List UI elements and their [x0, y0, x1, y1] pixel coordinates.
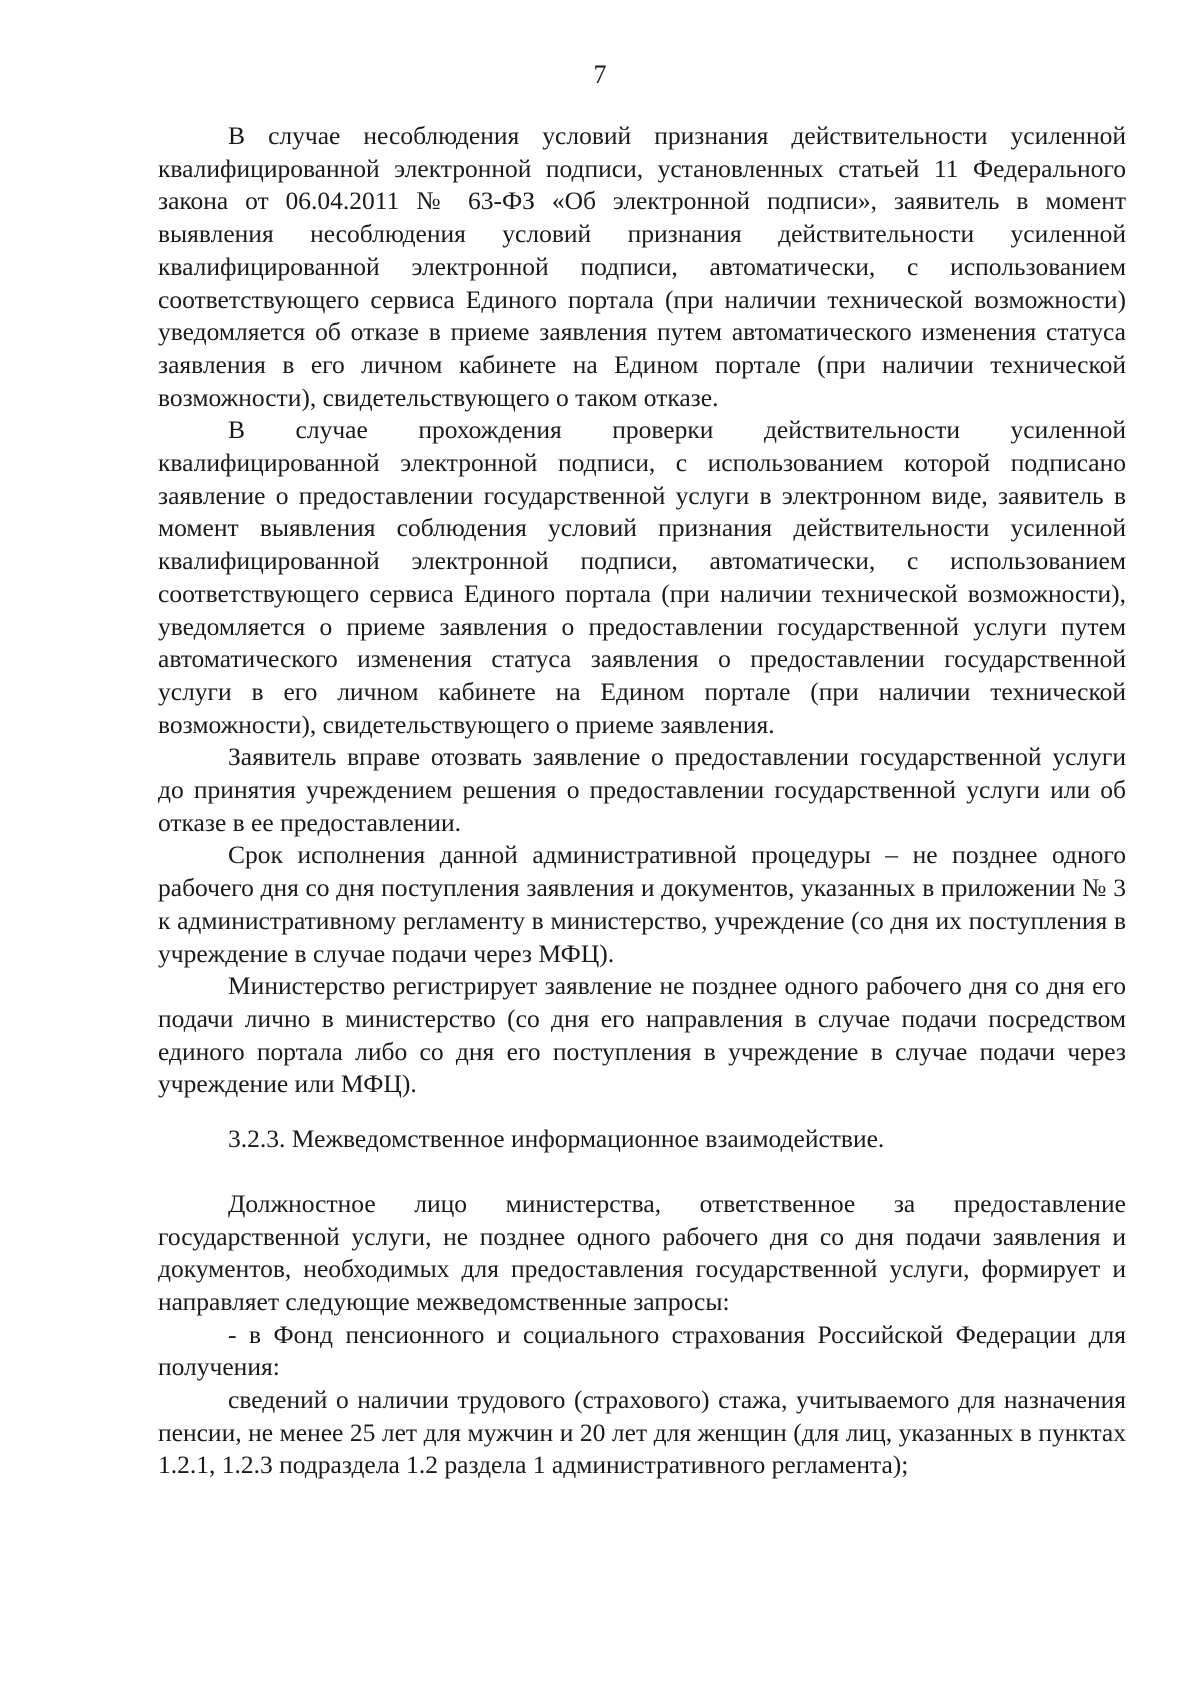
- section-heading: 3.2.3. Межведомственное информационное взаимодействие.: [228, 1124, 885, 1154]
- paragraph-pension-fund: - в Фонд пенсионного и социального страхования Российской Федерации для получения:: [158, 1319, 1126, 1382]
- paragraph-processing-deadline: Срок исполнения данной административной процедуры – не позднее одного рабочего дня со дня поступления заявления и документов, указанных в приложении № 3 к административному регламенту в министерство, учреждение (со дня их поступления в учреждение в случае подачи через МФЦ).: [158, 840, 1126, 968]
- paragraph-official-requests: Должностное лицо министерства, ответственное за предоставление государственной услуги, не позднее одного рабочего дня со дня подачи заявления и документов, необходимых для предоставления государственной услуги, формирует и направляет следующие межведомственные запросы:: [158, 1188, 1126, 1316]
- document-body: [158, 120, 1126, 1482]
- paragraph-signature-valid: В случае прохождения проверки действительности усиленной квалифицированной электронной подписи, с использованием которой подписано заявление о предоставлении государственной услуги в электронном виде, заявитель в момент выявления соблюдения условий признания действительности усиленной квалифицированной электронной подписи, автоматически, с использованием соответствующего сервиса Единого портала (при наличии технической возможности), уведомляется о приеме заявления о предоставлении государственной услуги путем автоматического изменения статуса заявления о предоставлении государственной услуги в его личном кабинете на Едином портале (при наличии технической возможности), свидетельствующего о приеме заявления.: [158, 415, 1126, 739]
- paragraph-registration: Министерство регистрирует заявление не позднее одного рабочего дня со дня его подачи лично в министерство (со дня его направления в случае подачи посредством единого портала либо со дня его поступления в учреждение в случае подачи через учреждение или МФЦ).: [158, 971, 1126, 1099]
- paragraph-withdraw-application: Заявитель вправе отозвать заявление о предоставлении государственной услуги до принятия учреждением решения о предоставлении государственной услуги или об отказе в ее предоставлении.: [158, 742, 1126, 837]
- page-number: 7: [593, 60, 607, 89]
- paragraph-signature-invalid: В случае несоблюдения условий признания действительности усиленной квалифицированной электронной подписи, установленных статьей 11 Федерального закона от 06.04.2011 № 63-ФЗ «Об электронной подписи», заявитель в момент выявления несоблюдения условий признания действительности усиленной квалифицированной электронной подписи, автоматически, с использованием соответствующего сервиса Единого портала (при наличии технической возможности) уведомляется об отказе в приеме заявления путем автоматического изменения статуса заявления в его личном кабинете на Едином портале (при наличии технической возможности), свидетельствующего о таком отказе.: [158, 121, 1126, 412]
- paragraph-work-experience: сведений о наличии трудового (страхового) стажа, учитываемого для назначения пенсии, не менее 25 лет для мужчин и 20 лет для женщин (для лиц, указанных в пунктах 1.2.1, 1.2.3 подраздела 1.2 раздела 1 административного регламента);: [158, 1385, 1126, 1480]
